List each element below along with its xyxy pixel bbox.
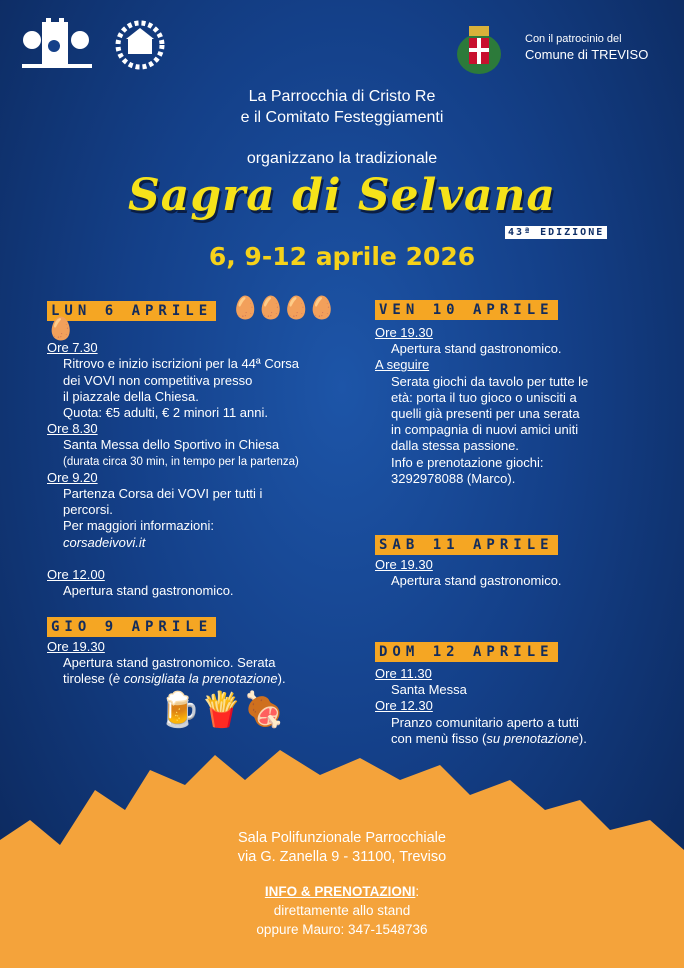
event-time: Ore 8.30 — [47, 421, 98, 437]
event-text: Partenza Corsa dei VOVI per tutti i — [63, 486, 263, 502]
event-text: Info e prenotazione giochi: — [391, 454, 544, 470]
event-time: A seguire — [375, 357, 430, 373]
event-text: Santa Messa — [391, 682, 467, 698]
info-section — [0, 882, 684, 939]
event-time: Ore 19.30 — [375, 325, 433, 340]
running-eggs-icon: 🥚🥚🥚🥚🥚 — [47, 295, 334, 341]
event-text: dei VOVI non competitiva presso — [63, 372, 253, 388]
event-text: Apertura stand gastronomico. — [63, 583, 234, 599]
text-part: è consigliata la prenotazione — [112, 671, 278, 687]
day-friday — [375, 300, 675, 487]
day-label: DOM 12 APRILE — [375, 642, 558, 662]
day-sunday — [375, 642, 675, 747]
event-note: (durata circa 30 min, in tempo per la partenza) — [63, 455, 299, 468]
event-text — [375, 731, 675, 747]
intro-line: organizzano la tradizionale — [246, 150, 438, 167]
event-time: Ore 9.20 — [47, 469, 98, 485]
event-time: Ore 19.30 — [375, 557, 433, 572]
committee-logo-icon — [112, 18, 168, 72]
venue-address: via G. Zanella 9 - 31100, Treviso — [237, 849, 447, 865]
intro-line: La Parrocchia di Cristo Re — [248, 88, 436, 105]
event-text: Serata giochi da tavolo per tutte le — [391, 373, 589, 389]
event-time: Ore 7.30 — [47, 340, 98, 356]
edition-badge: 43ª EDIZIONE — [505, 226, 607, 239]
text-part: tirolese ( — [63, 671, 113, 687]
website-link[interactable]: corsadeivovi.it — [63, 534, 146, 550]
event-text: Ritrovo e inizio iscrizioni per la 44ª Corsa — [63, 356, 300, 372]
day-label: GIO 9 APRILE — [47, 617, 216, 637]
event-text — [47, 671, 347, 687]
event-text: Quota: €5 adulti, € 2 minori 11 anni. — [63, 405, 268, 421]
info-line: direttamente allo stand — [273, 903, 411, 918]
event-text: dalla stessa passione. — [391, 438, 519, 454]
event-time: Ore 11.30 — [375, 666, 432, 681]
info-colon: : — [415, 884, 420, 899]
text-part: su prenotazione — [486, 730, 579, 746]
patronage — [525, 32, 648, 62]
patronage-line: Con il patrocinio del — [525, 33, 622, 45]
day-label: VEN 10 APRILE — [375, 300, 558, 320]
event-dates: 6, 9-12 aprile 2026 — [208, 242, 476, 271]
day-saturday — [375, 535, 675, 589]
event-text: età: porta il tuo gioco o unisciti a — [391, 389, 577, 405]
treviso-crest-icon — [455, 20, 503, 78]
day-label: LUN 6 APRILE — [47, 301, 216, 321]
info-heading: INFO & PRENOTAZIONI — [264, 884, 416, 899]
event-title: Sagra di Selvana — [128, 170, 556, 221]
venue-name: Sala Polifunzionale Parrocchiale — [238, 830, 446, 846]
intro-line: e il Comitato Festeggiamenti — [240, 109, 444, 126]
event-text: quelli già presenti per una serata — [391, 406, 580, 422]
venue — [0, 829, 684, 867]
beer-and-food-icon: 🍺🍟🍖 — [158, 690, 286, 730]
patronage-comune: Comune di TREVISO — [525, 47, 649, 62]
event-text: Apertura stand gastronomico. — [391, 573, 562, 589]
text-part: ). — [277, 671, 286, 687]
event-time: Ore 12.30 — [375, 698, 433, 714]
event-text: il piazzale della Chiesa. — [63, 388, 199, 404]
day-monday — [47, 295, 347, 599]
text-part: con menù fisso ( — [391, 730, 487, 746]
event-text: 3292978088 (Marco). — [391, 470, 516, 486]
event-text: in compagnia di nuovi amici uniti — [391, 422, 579, 438]
text-part: ). — [578, 730, 587, 746]
day-thursday — [47, 617, 347, 688]
event-text: Pranzo comunitario aperto a tutti — [391, 714, 579, 730]
intro — [0, 86, 684, 169]
event-text: Apertura stand gastronomico. — [391, 341, 562, 357]
event-text: Santa Messa dello Sportivo in Chiesa — [63, 437, 280, 453]
day-label: SAB 11 APRILE — [375, 535, 558, 555]
event-text: Apertura stand gastronomico. Serata — [63, 655, 276, 671]
event-time: Ore 12.00 — [47, 566, 105, 582]
info-phone[interactable]: oppure Mauro: 347-1548736 — [256, 922, 428, 937]
parish-tower-logo-icon — [22, 18, 92, 72]
event-time: Ore 19.30 — [47, 639, 105, 654]
event-text: Per maggiori informazioni: — [63, 518, 215, 534]
event-text: percorsi. — [63, 502, 113, 518]
